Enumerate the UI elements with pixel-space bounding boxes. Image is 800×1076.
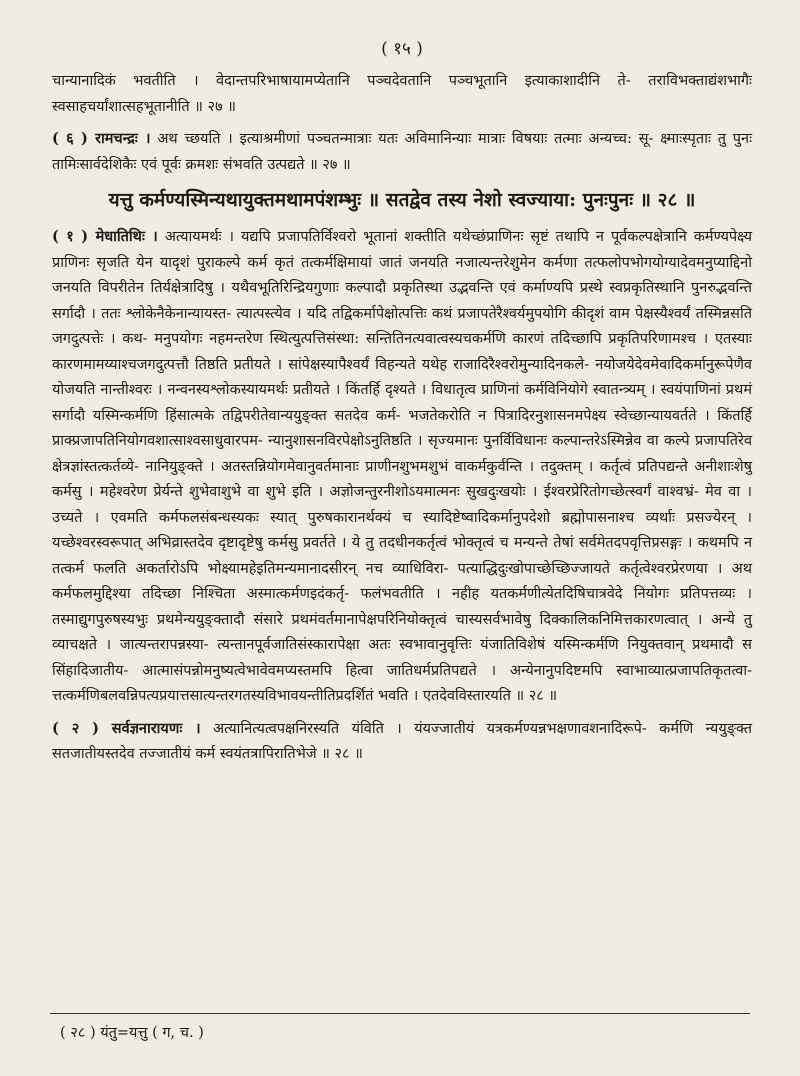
paragraph-2 [52, 126, 752, 178]
paragraph-1 [52, 69, 752, 120]
page-number: ( १५ ) [381, 39, 423, 59]
commentary-2 [52, 716, 752, 768]
paragraph-1-text: चान्यानादिकं भवतीति । वेदान्तपरिभाषायामप्येतानि पञ्चदेवतानि पञ्चभूतानि इत्याकाशादीनि ते- तराविभक्ताद्यंशभागैः स्वसाहचर्यांशात्सहभूतानीति ॥ २७ ॥ [52, 73, 752, 115]
commentary-1-lead: ( १ ) मेधातिथिः । [52, 228, 158, 245]
paragraph-2-lead: ( ६ ) रामचन्द्रः । [52, 130, 151, 147]
footnote-divider [50, 1013, 750, 1014]
commentary-1-text: अत्यायमर्थः । यद्यपि प्रजापतिर्विश्वरो भूतानां शक्तीति यथेच्छंप्राणिनः सृष्टं तथापि न पूर्वकल्पक्षेत्रानि कर्मण्यपेक्ष्य प्राणिनः सृजति येन यादृशं पुराकल्पे कर्म कृतं तत्कर्मक्षिमायां जातं जनयति नजात्यन्तरेशुमेन कर्मणा तत्फलोपभोगयोग्यादेवमनुप्याद्दिनो जनयति विपरीतेन तिर्यक्षेत्रादिषु । यथैवभूतिरिन्द्रियगुणाः कल्पादौ प्रकृतिस्था उद्भवन्ति एवं कर्माण्यपि प्रस्थे स्वप्रकृतिस्थानि पुनरुद्भवन्ति सर्गादौ । ततः श्लोकेनैकेनान्यायस्त- त्यात्पस्त्येव । यदि तद्विकर्मापेक्षोत्पत्तिः कथं प्रजापतेरैश्वर्यमुपयोगि कीदृशं वाम पेक्षस्यैश्वर्यं तस्मिन्नसति जगदुत्पत्तेः । कथ- मनुपयोगः नहमन्तरेण स्थित्युत्पत्तिसंस्था: सन्तितिनत्यवात्वस्यचकर्मणि कारणं तदिच्छापि प्रकृतिपरिणामश्च । एतस्याः कारणमामय्याश्चजगदुत्पत्तौ तिष्ठति प्रतीयते । सांपेक्षस्यापैश्वर्यं विहन्यते यथेह राजादिरैश्वरोमुन्यादिनकले- नयोजयेदेवमेवादिकर्मानुरूपेणैव योजयति नान्तीश्वरः । नन्वनस्यश्लोकस्यायमर्थः प्रतीयते । किंतर्हि दृश्यते । विधातृत्व प्राणिनां कर्मविनियोगे स्वातन्त्र्यम् । स्वयंपाणिनां प्रथमं सर्गादौ यस्मिन्कर्मणि हिंसात्मके तद्विपरीतेवान्ययुङ्क्त सतदेव कर्म- भजतेकरोति न पित्रादिरनुशासनमपेक्ष्य स्वेच्छान्यायवर्तते । किंतर्हि प्राक्प्रजापतिनियोगवशात्साश्वसाधुवारपम- न्यानुशासनविरपेक्षोऽनुतिष्ठति । सृज्यमानः पुनर्विविधानः कल्पान्तरेऽस्मिन्नेव वा कल्पे प्रजापतिरेव क्षेत्रज्ञांस्तत्कर्तव्ये- नानियुङ्क्ते । अतस्तन्नियोगमेवानुवर्तमानाः प्राणीनशुभमशुभं वाकर्मकुर्वन्ति । तदुक्तम् । कर्तृत्वं प्रतिपद्यन्ते अनीशाःशेषु कर्मसु । महेश्वरेण प्रेर्यन्ते शुभेवाशुभे वा शुभे इति । अज्ञोजन्तुरनीशोऽयमात्मनः सुखदुःखयोः । ईश्वरप्रेरितोगच्छेत्स्वर्गं वाश्वभ्रं- मेव वा । उच्यते । एवमति कर्मफलसंबन्धस्यकः स्यात् पुरुषकारानर्थक्यं च स्यादिष्टेष्वादिकर्मानुपदेशो ब्रह्मोपासनाश्च व्यर्थाः प्रसज्येरन् । यच्छेश्वरस्वरूपात् अभिव्रास्तदेव दृष्टादृष्टेषु कर्मसु प्रवर्तते । ये तु तदधीनकर्तृत्वं भोक्तृत्वं च मन्यन्ते तेषां सर्वमेतदपवृत्तिप्रसङ्गः । कथमपि न तत्कर्म फलति अकर्तारोऽपि भोक्ष्यामहेइतिमन्यमानादसीरन् नच व्याधिविरा- पत्याद्धिदुःखोपाच्छेच्छिज्जायते कर्तृत्वेश्वरप्रेरणया । अथ कर्मफलमुद्दिश्या तदिच्छा निश्चिता अस्मात्कर्मणइदंकर्तृ- फलंभवतीति । नहीह यतकर्मणीत्येतदिषिचात्रवेदे नियोगः प्रतिपत्तव्यः । तस्माद्युगपुरुषस्यभुः प्रथमेन्ययुङ्क्तादौ संसारे प्रथमंवर्तमानापेक्षपरिनियोक्तृत्वं चास्यसर्वभावेषु दिक्कालिकनिमित्तकारणत्वात् । अन्ये तु व्याचक्षते । जात्यन्तरापन्नस्या- त्यन्तानपूर्वजातिसंस्कारापेक्षा अतः स्वभावानुवृत्तिः यंजातिविशेषं यस्मिन्कर्मणि नियुक्तवान् प्रथमादौ स सिंहादिजातीय- आत्मासंपन्नोमनुष्यत्वेभावेवमप्यस्तमपि हित्वा जातिधर्मप्रतिपद्यते । अन्येनानुपदिष्टमपि स्वाभाव्यात्प्रजापतिकृतत्वा- त्तत्कर्मणिबलवन्निपत्यप्रयात्तसात्यन्तरगतस्यविभावयन्तीतिप्रदर्शितं भवति । एतदेवविस्तारयति ॥ २८ ॥ [52, 229, 752, 704]
commentary-1 [52, 224, 752, 710]
commentary-2-text: अत्यानित्यत्वपक्षनिरस्यति यंविति । यंयज्जातीयं यत्रकर्मण्यन्नभक्षणावशनादिरूपे- कर्मणि न्ययुङ्क्त सतजातीयस्तदेव तज्जातीयं कर्म स्वयंतत्रापिरातिभेजे ॥ २८ ॥ [52, 720, 752, 762]
commentary-2-lead: ( २ ) सर्वज्ञनारायणः । [52, 719, 201, 737]
verse-28: यत्तु कर्मण्यस्मिन्यथायुक्तमथामपंशम्भुः ॥ सतद्वेव तस्य नेशो स्वज्याया: पुनःपुनः ॥ २८ ॥ [108, 189, 696, 211]
paragraph-2-text: अथ च्छयति । इत्याश्रमीणां पञ्चतन्मात्राः यतः अविमानिन्याः मात्राः विषयाः तत्माः अन्यच्च: सू- क्ष्माःस्पृताः तु पुनः तामिःसार्वदेशिकैः एवं पूर्वः क्रमशः संभवति उत्पद्यते ॥ २७ ॥ [52, 131, 753, 173]
footnote: ( २८ ) यंतु=यत्तु ( ग, च. ) [60, 1025, 204, 1041]
